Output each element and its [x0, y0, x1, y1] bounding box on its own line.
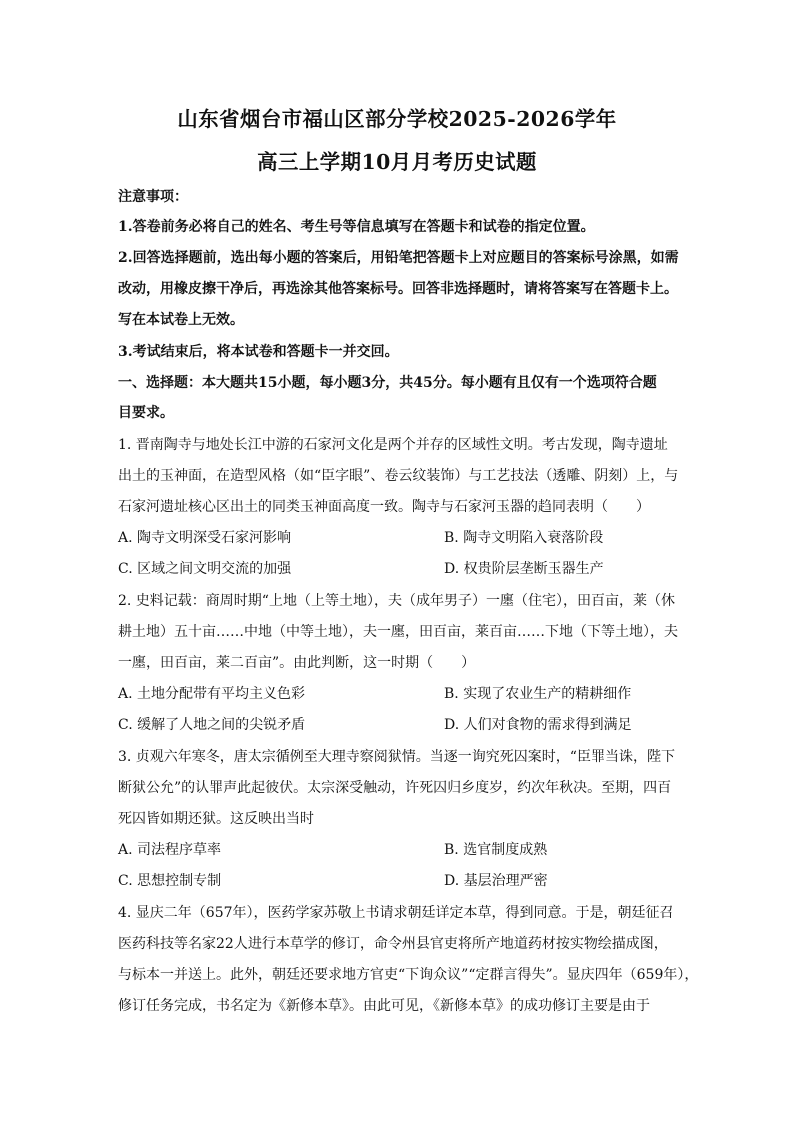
exam-title-line2: 高三上学期10月月考历史试题: [257, 150, 537, 174]
question-2-stem-line: 一廛，田百亩，莱二百亩”。由此判断，这一时期（ ）: [118, 655, 476, 671]
question-2-option-b: B. 实现了农业生产的精耕细作: [444, 686, 632, 702]
question-4-stem-line: 医药科技等名家22人进行本草学的修订，命令州县官吏将所产地道药材按实物绘描成图，: [118, 936, 668, 952]
question-3-stem-line: 断狱公允”的认罪声此起彼伏。太宗深受触动，许死囚归乡度岁，约次年秋决。至期，四百: [118, 780, 672, 796]
question-1-option-c: C. 区域之间文明交流的加强: [118, 561, 292, 577]
notice-heading: 注意事项：: [118, 189, 188, 205]
question-2-stem-line: 耕土地）五十亩……中地（中等土地），夫一廛，田百亩，莱百亩……下地（下等土地），夫: [118, 624, 678, 640]
notice-item-2-line2: 改动，用橡皮擦干净后，再选涂其他答案标号。回答非选择题时，请将答案写在答题卡上。: [118, 281, 678, 297]
question-1-stem-line: 1. 晋南陶寺与地处长江中游的石家河文化是两个并存的区域性文明。考古发现，陶寺遗址: [118, 437, 668, 453]
question-1-stem-line: 出土的玉神面，在造型风格（如“臣字眼”、卷云纹装饰）与工艺技法（透雕、阴刻）上，与: [118, 468, 679, 484]
question-1-option-b: B. 陶寺文明陷入衰落阶段: [444, 530, 604, 546]
section-heading-line2: 目要求。: [118, 405, 174, 421]
question-3-option-d: D. 基层治理严密: [444, 873, 548, 889]
question-2-option-d: D. 人们对食物的需求得到满足: [444, 717, 632, 733]
notice-item-2-line3: 写在本试卷上无效。: [118, 312, 244, 328]
question-4-stem-line: 与标本一并送上。此外，朝廷还要求地方官吏“下询众议”“定群言得失”。显庆四年（659年），: [118, 967, 699, 983]
exam-title-line1: 山东省烟台市福山区部分学校2025-2026学年: [177, 107, 617, 131]
question-4-stem-line: 修订任务完成，书名定为《新修本草》。由此可见，《新修本草》的成功修订主要是由于: [118, 998, 650, 1014]
question-2-option-c: C. 缓解了人地之间的尖锐矛盾: [118, 717, 306, 733]
question-3-option-a: A. 司法程序草率: [118, 842, 222, 858]
notice-item-1: 1.答卷前务必将自己的姓名、考生号等信息填写在答题卡和试卷的指定位置。: [118, 219, 595, 235]
question-3-option-b: B. 选官制度成熟: [444, 842, 548, 858]
question-1-option-d: D. 权贵阶层垄断玉器生产: [444, 561, 604, 577]
notice-item-3: 3.考试结束后，将本试卷和答题卡一并交回。: [118, 344, 399, 360]
question-3-stem-line: 死囚皆如期还狱。这反映出当时: [118, 811, 314, 827]
section-heading-line1: 一、选择题：本大题共15小题，每小题3分，共45分。每小题有且仅有一个选项符合题: [118, 375, 657, 391]
question-2-option-a: A. 土地分配带有平均主义色彩: [118, 686, 306, 702]
question-4-stem-line: 4. 显庆二年（657年），医药学家苏敬上书请求朝廷详定本草，得到同意。于是，朝廷征召: [118, 905, 674, 921]
question-3-stem-line: 3. 贞观六年寒冬，唐太宗循例至大理寺察阅狱情。当逐一询究死囚案时，“臣罪当诛，陛下: [118, 749, 675, 765]
question-1-option-a: A. 陶寺文明深受石家河影响: [118, 530, 292, 546]
question-1-stem-line: 石家河遗址核心区出土的同类玉神面高度一致。陶寺与石家河玉器的趋同表明（ ）: [118, 499, 650, 515]
question-2-stem-line: 2. 史料记载：商周时期“上地（上等土地），夫（成年男子）一廛（住宅），田百亩，莱（休: [118, 593, 675, 609]
question-3-option-c: C. 思想控制专制: [118, 873, 222, 889]
notice-item-2-line1: 2.回答选择题前，选出每小题的答案后，用铅笔把答题卡上对应题目的答案标号涂黑，如需: [118, 250, 679, 266]
